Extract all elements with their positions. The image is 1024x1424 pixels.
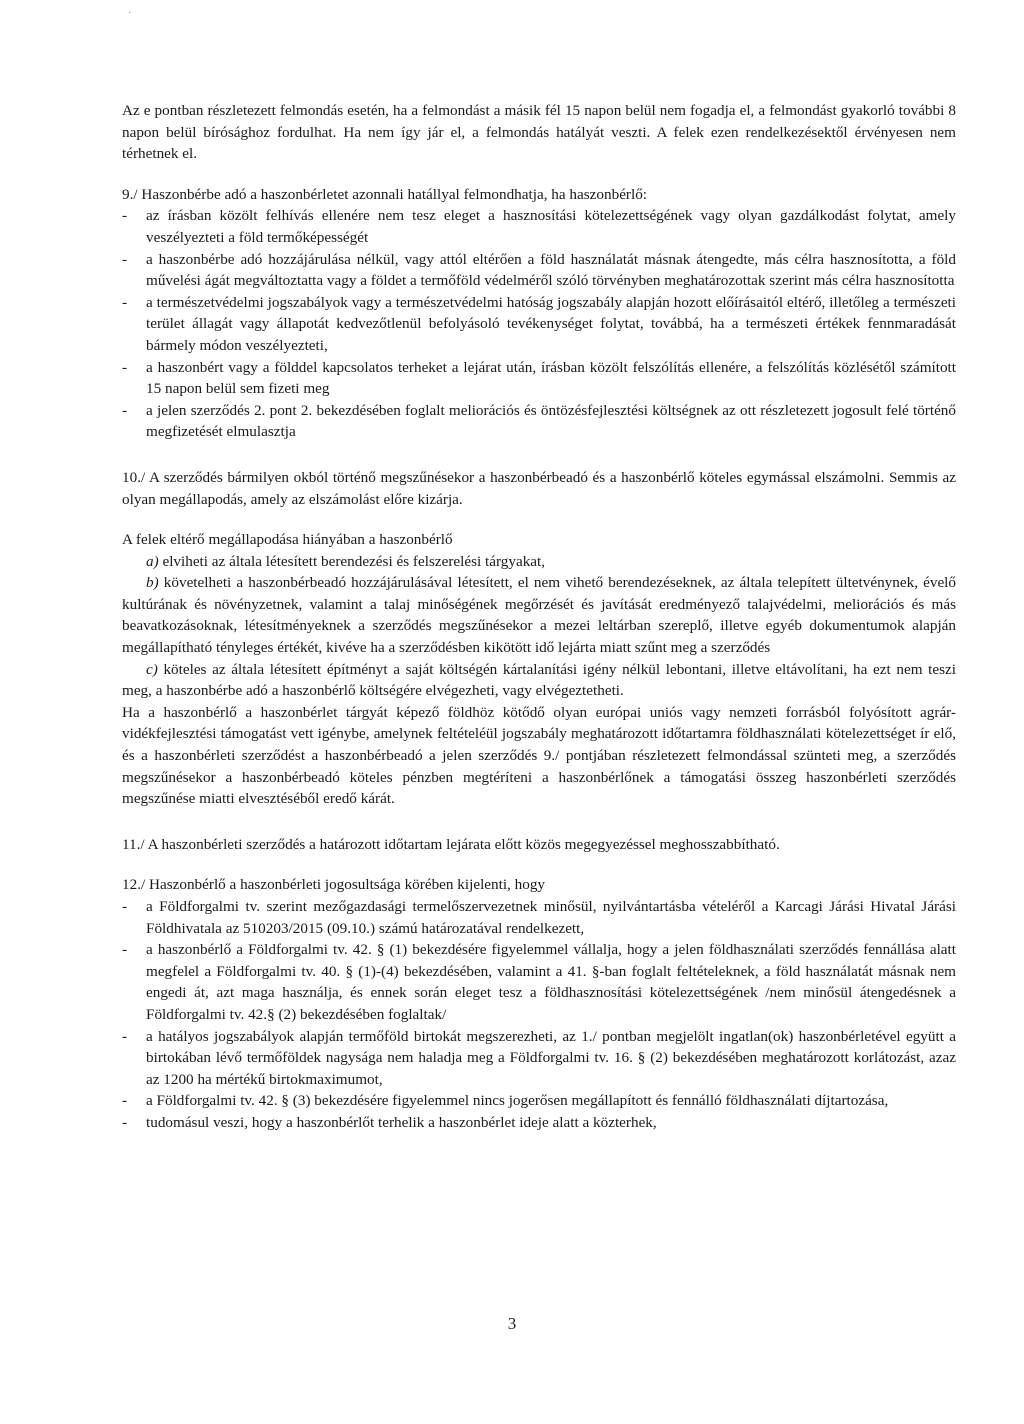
list-item: - a haszonbért vagy a földdel kapcsolatos terheket a lejárat után, írásban közölt felszólítás ellenére, a felszólítás közlésétől számított 15 napon belül sem fizeti meg	[122, 358, 956, 398]
section-12-intro: 12./ Haszonbérlő a haszonbérleti jogosultsága körében kijelenti, hogy	[122, 876, 546, 894]
scan-speck: ·	[128, 8, 132, 19]
section-10-item-a: a) elviheti az általa létesített berendezési és felszerelési tárgyakat,	[146, 552, 546, 570]
section-10-settlement-intro: A felek eltérő megállapodása hiányában a haszonbérlő	[122, 531, 453, 549]
section-12-list	[122, 896, 956, 1134]
list-item: - a természetvédelmi jogszabályok vagy a természetvédelmi hatóság jogszabály alapján hozott előírásaitól eltérő, illetőleg a természeti terület állagát vagy állapotát kedvezőtlenül befolyásoló tevékenységet folytat, továbbá, ha a természeti értékek fennmaradását bármely módon veszélyezteti,	[122, 293, 956, 354]
list-item: - a Földforgalmi tv. szerint mezőgazdasági termelőszervezetnek minősül, nyilvántartásba vételéről a Karcagi Járási Hivatal Járási Földhivatala az 510203/2015 (09.10.) számú határozatával rendelkezett,	[122, 898, 956, 937]
section-10-subsidy: Ha a haszonbérlő a haszonbérlet tárgyát képező földhöz kötődő olyan európai uniós vagy nemzeti forrásból folyósított agrár-vidékfejlesztési támogatást vett igénybe, amelynek feltételéül jogszabály meghatározott időtartamra földhasználati kötelezettséget ír elő, és a haszonbérleti szerződést a haszonbérbeadó a jelen szerződés 9./ pontjában részletezett felmondással szünteti meg, a szerződés megszűnésekor a haszonbérbeadó köteles pénzben megtéríteni a haszonbérlőnek a támogatási összeg haszonbérleti szerződés megszűnése miatti elvesztéséből eredő kárát.	[122, 703, 956, 808]
section-10-item-b: b) követelheti a haszonbérbeadó hozzájárulásával létesített, el nem vihető berendezéseknek, az általa telepített ültetvénynek, évelő kultúrának és növényzetnek, valamint a talaj minőségének megőrzését és javítását eredményező talajvédelmi, meliorációs és más beavatkozásoknak, létesítményeknek a szerződés megszűnésekor a mezei leltárban szereplő, illetve egyéb dokumentumok alapján megállapítható tényleges értékét, kivéve ha a szerződésben kikötött idő lejárta miatt szűnt meg a szerződés	[122, 574, 956, 657]
section-9-list	[122, 205, 956, 443]
section-10-item-c: c) köteles az általa létesített építményt a saját költségén kártalanítási igény nélkül lebontani, illetve eltávolítani, ha ezt nem teszi meg, a haszonbérbe adó a haszonbérlő költségére elvégezheti, vagy elvégeztetheti.	[122, 660, 956, 700]
list-item: - a jelen szerződés 2. pont 2. bekezdésében foglalt meliorációs és öntözésfejlesztési költségnek az ott részletezett jogosult felé történő megfizetését elmulasztja	[122, 401, 956, 441]
list-item: - a hatályos jogszabályok alapján termőföld birtokát megszerezheti, az 1./ pontban megjelölt ingatlan(ok) haszonbérletével együtt a birtokában lévő termőföldek nagysága nem haladja meg a Földforgalmi tv. 16. § (2) bekezdésében meghatározott korlátozást, azaz az 1200 ha mértékű birtokmaximumot,	[122, 1027, 956, 1088]
section-9-intro: 9./ Haszonbérbe adó a haszonbérletet azonnali hatállyal felmondhatja, ha haszonbérlő:	[122, 185, 648, 203]
list-item: - a haszonbérlő a Földforgalmi tv. 42. § (1) bekezdésére figyelemmel vállalja, hogy a jelen földhasználati szerződés fennállása alatt megfelel a Földforgalmi tv. 40. § (1)-(4) bekezdésében, valamint a 41. §-ban foglalt feltételeknek, a föld használatát másnak nem engedi át, azt maga használja, és ennek során eleget tesz a földhasznosítási kötelezettségének /nem minősül átengedésnek a Földforgalmi tv. 42.§ (2) bekezdésében foglaltak/	[122, 941, 956, 1023]
section-11: 11./ A haszonbérleti szerződés a határozott időtartam lejárata előtt közös megegyezéssel meghosszabbítható.	[122, 835, 780, 853]
section-10: 10./ A szerződés bármilyen okból történő megszűnésekor a haszonbérbeadó és a haszonbérlő köteles egymással elszámolni. Semmis az olyan megállapodás, amely az elszámolást előre kizárja.	[122, 468, 956, 508]
paragraph-termination-note: Az e pontban részletezett felmondás esetén, ha a felmondást a másik fél 15 napon belül nem fogadja el, a felmondást gyakorló további 8 napon belül bírósághoz fordulhat. Ha nem így jár el, a felmondás hatályát veszti. A felek ezen rendelkezésektől érvényesen nem térhetnek el.	[122, 102, 956, 163]
page-number: 3	[507, 1314, 517, 1333]
document-page	[122, 100, 956, 1134]
list-item: - tudomásul veszi, hogy a haszonbérlőt terhelik a haszonbérlet ideje alatt a közterhek,	[122, 1113, 657, 1131]
list-item: - az írásban közölt felhívás ellenére nem tesz eleget a hasznosítási kötelezettségének vagy olyan gazdálkodást folytat, amely veszélyezteti a föld termőképességét	[122, 207, 956, 246]
list-item: - a Földforgalmi tv. 42. § (3) bekezdésére figyelemmel nincs jogerősen megállapított és fennálló földhasználati díjtartozása,	[122, 1092, 889, 1110]
list-item: - a haszonbérbe adó hozzájárulása nélkül, vagy attól eltérően a föld használatát másnak átengedte, más célra hasznosította, a föld művelési ágát megváltoztatta vagy a földet a termőföld védelméről szóló törvényben meghatározottak szerint más célra hasznosította	[122, 250, 956, 290]
